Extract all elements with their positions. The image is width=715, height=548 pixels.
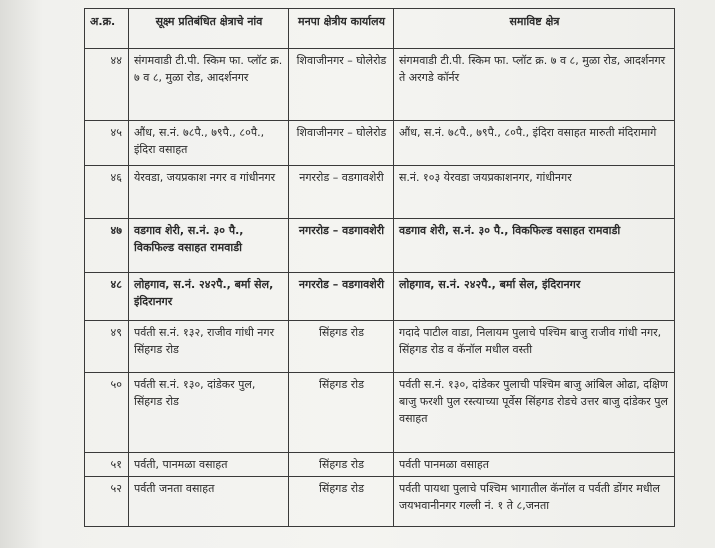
table-header-row (85, 9, 675, 49)
ward-office-cell: सिंहगड रोड (289, 453, 394, 477)
table-row (85, 166, 675, 219)
serial-no-cell: ५१ (85, 453, 129, 477)
table-row (85, 219, 675, 273)
header-ward-office: मनपा क्षेत्रीय कार्यालय (289, 9, 394, 49)
ward-office-cell: सिंहगड रोड (289, 477, 394, 527)
table-row (85, 453, 675, 477)
zone-name-cell: पर्वती स.नं. १३०, दांडेकर पुल, सिंहगड रोड (129, 373, 289, 453)
table-row (85, 121, 675, 166)
included-area-cell: गदादे पाटील वाडा, निलायम पुलाचे पश्चिम बाजु राजीव गांधी नगर, सिंहगड रोड व कॅनॉल मधील वस्ती (394, 321, 675, 373)
zone-name-cell: येरवडा, जयप्रकाश नगर व गांधीनगर (129, 166, 289, 219)
ward-office-cell: शिवाजीनगर – घोलेरोड (289, 49, 394, 121)
zone-name-cell: संगमवाडी टी.पी. स्किम फा. प्लॉट क्र. ७ व ८, मुळा रोड, आदर्शनगर (129, 49, 289, 121)
table-row (85, 373, 675, 453)
serial-no-cell: ४८ (85, 273, 129, 321)
ward-office-cell: नगररोड – वडगावशेरी (289, 219, 394, 273)
zone-name-cell: पर्वती, पानमळा वसाहत (129, 453, 289, 477)
zone-name-cell: लोहगाव, स.नं. २४२पै., बर्मा सेल, इंदिरानगर (129, 273, 289, 321)
zone-name-cell: औंध, स.नं. ७८पै., ७९पै., ८०पै., इंदिरा वसाहत (129, 121, 289, 166)
header-included-area: समाविष्ट क्षेत्र (394, 9, 675, 49)
table-row (85, 321, 675, 373)
zone-name-cell: पर्वती स.नं. १३२, राजीव गांधी नगर सिंहगड रोड (129, 321, 289, 373)
zone-name-cell: पर्वती जनता वसाहत (129, 477, 289, 527)
ward-office-cell: शिवाजीनगर – घोलेरोड (289, 121, 394, 166)
table-row (85, 477, 675, 527)
included-area-cell: स.नं. १०३ येरवडा जयप्रकाशनगर, गांधीनगर (394, 166, 675, 219)
ward-office-cell: सिंहगड रोड (289, 373, 394, 453)
table-row (85, 273, 675, 321)
header-zone-name: सूक्ष्म प्रतिबंधित क्षेत्राचे नांव (129, 9, 289, 49)
header-serial-no: अ.क्र. (85, 9, 129, 49)
included-area-cell: संगमवाडी टी.पी. स्किम फा. प्लॉट क्र. ७ व ८, मुळा रोड, आदर्शनगर ते अरगडे कॉर्नर (394, 49, 675, 121)
serial-no-cell: ४७ (85, 219, 129, 273)
serial-no-cell: ४५ (85, 121, 129, 166)
containment-zones-table (84, 8, 675, 527)
included-area-cell: पर्वती पायथा पुलाचे पश्चिम भागातील कॅनॉल व पर्वती डोंगर मधील जयभवानीनगर गल्ली नं. १ ते ८,जनता (394, 477, 675, 527)
included-area-cell: वडगाव शेरी, स.नं. ३० पै., विकफिल्ड वसाहत रामवाडी (394, 219, 675, 273)
serial-no-cell: ५० (85, 373, 129, 453)
serial-no-cell: ५२ (85, 477, 129, 527)
ward-office-cell: नगररोड – वडगावशेरी (289, 273, 394, 321)
table-row (85, 49, 675, 121)
zone-name-cell: वडगाव शेरी, स.नं. ३० पै., विकफिल्ड वसाहत रामवाडी (129, 219, 289, 273)
serial-no-cell: ४४ (85, 49, 129, 121)
ward-office-cell: सिंहगड रोड (289, 321, 394, 373)
serial-no-cell: ४९ (85, 321, 129, 373)
included-area-cell: पर्वती स.नं. १३०, दांडेकर पुलाची पश्चिम बाजु आंबिल ओढा, दक्षिण बाजु फरशी पुल रस्त्याच्या पूर्वेस सिंहगड रोडचे उत्तर बाजु दांडेकर पुल वसाहत (394, 373, 675, 453)
ward-office-cell: नगररोड – वडगावशेरी (289, 166, 394, 219)
included-area-cell: पर्वती पानमळा वसाहत (394, 453, 675, 477)
included-area-cell: लोहगाव, स.नं. २४२पै., बर्मा सेल, इंदिरानगर (394, 273, 675, 321)
included-area-cell: औंध, स.नं. ७८पै., ७९पै., ८०पै., इंदिरा वसाहत मारुती मंदिरामागे (394, 121, 675, 166)
serial-no-cell: ४६ (85, 166, 129, 219)
